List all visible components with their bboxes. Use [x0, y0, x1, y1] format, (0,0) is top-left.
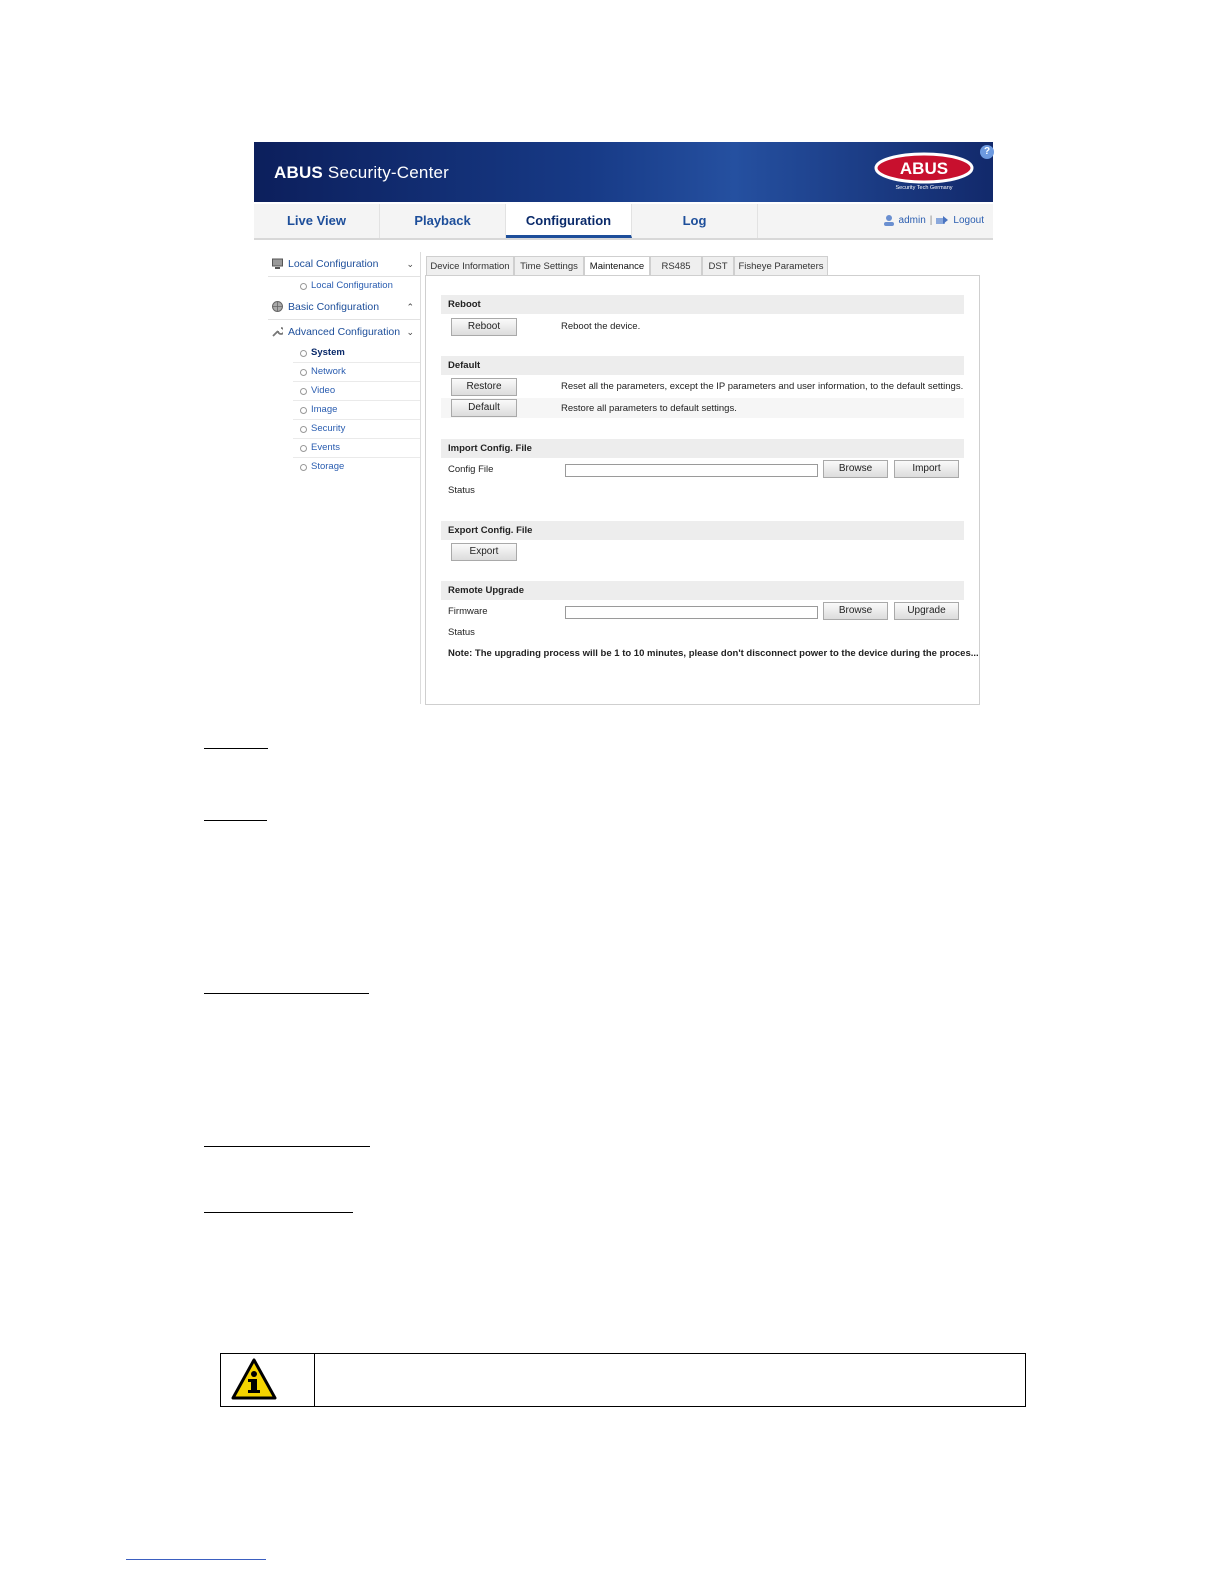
menu-advanced-configuration[interactable]: Advanced Configuration ⌄: [268, 320, 420, 344]
section-export-config: Export Config. File: [441, 521, 964, 540]
chevron-down-icon: ⌄: [406, 259, 414, 269]
logout-icon: [936, 215, 949, 225]
config-file-label: Config File: [448, 464, 494, 475]
bullet-icon: [300, 388, 307, 395]
bullet-icon: [300, 407, 307, 414]
section-reboot: Reboot: [441, 295, 964, 314]
upgrade-note: Note: The upgrading process will be 1 to 10 minutes, please don't disconnect power to the device during the proces...: [448, 648, 979, 659]
default-button[interactable]: Default: [451, 399, 517, 417]
import-status-label: Status: [448, 485, 475, 496]
menu-item-network[interactable]: Network: [293, 363, 420, 382]
app-title: ABUS Security-Center: [274, 163, 450, 182]
heading-underline: [204, 1212, 353, 1213]
subtab-maintenance[interactable]: Maintenance: [584, 256, 650, 277]
subtab-time-settings[interactable]: Time Settings: [514, 256, 584, 277]
firmware-label: Firmware: [448, 606, 488, 617]
svg-text:ABUS: ABUS: [899, 159, 949, 178]
menu-item-local-configuration[interactable]: Local Configuration: [268, 277, 420, 295]
bullet-icon: [300, 445, 307, 452]
menu-item-security[interactable]: Security: [293, 420, 420, 439]
section-default: Default: [441, 356, 964, 375]
import-browse-button[interactable]: Browse: [823, 460, 888, 478]
bullet-icon: [300, 426, 307, 433]
abus-logo: [873, 152, 975, 192]
bullet-icon: [300, 350, 307, 357]
warning-info-icon: [230, 1357, 278, 1401]
info-note-box: [220, 1353, 1026, 1407]
subtab-rs485[interactable]: RS485: [650, 256, 702, 277]
chevron-down-icon: ⌄: [406, 327, 414, 337]
heading-underline: [204, 993, 369, 994]
tab-configuration[interactable]: Configuration: [506, 204, 632, 238]
subtab-fisheye-parameters[interactable]: Fisheye Parameters: [734, 256, 828, 277]
export-button[interactable]: Export: [451, 543, 517, 561]
menu-item-video[interactable]: Video: [293, 382, 420, 401]
svg-text:Security Tech Germany: Security Tech Germany: [895, 185, 953, 191]
web-ui-screenshot: [254, 142, 993, 704]
upgrade-button[interactable]: Upgrade: [894, 602, 959, 620]
bullet-icon: [300, 283, 307, 290]
main-nav: [254, 204, 993, 240]
section-remote-upgrade: Remote Upgrade: [441, 581, 964, 600]
user-separator: |: [929, 215, 933, 226]
subtab-dst[interactable]: DST: [702, 256, 734, 277]
menu-item-events[interactable]: Events: [293, 439, 420, 458]
tab-live-view[interactable]: Live View: [254, 204, 380, 238]
menu-item-storage[interactable]: Storage: [293, 458, 420, 476]
upgrade-browse-button[interactable]: Browse: [823, 602, 888, 620]
restore-description: Reset all the parameters, except the IP parameters and user information, to the default settings.: [561, 381, 964, 392]
default-description: Restore all parameters to default settings.: [561, 403, 737, 414]
footer-link-underline: [126, 1559, 266, 1560]
user-area: [883, 204, 984, 238]
chevron-up-icon: ⌃: [406, 302, 414, 312]
firmware-file-input[interactable]: [565, 606, 818, 619]
menu-item-system[interactable]: System: [293, 344, 420, 363]
restore-button[interactable]: Restore: [451, 378, 517, 396]
header-banner: [254, 142, 993, 202]
config-file-input[interactable]: [565, 464, 818, 477]
wrench-icon: [272, 326, 283, 337]
maintenance-panel: [425, 275, 980, 705]
tab-log[interactable]: Log: [632, 204, 758, 238]
logout-link[interactable]: Logout: [953, 215, 984, 226]
user-name[interactable]: admin: [898, 215, 926, 226]
user-icon: [883, 214, 895, 226]
config-sidebar: [268, 252, 421, 704]
upgrade-status-label: Status: [448, 627, 475, 638]
heading-underline: [204, 820, 267, 821]
info-box-divider: [314, 1354, 315, 1406]
help-icon[interactable]: ?: [980, 145, 994, 159]
import-button[interactable]: Import: [894, 460, 959, 478]
menu-basic-configuration[interactable]: Basic Configuration ⌃: [268, 295, 420, 320]
section-import-config: Import Config. File: [441, 439, 964, 458]
bullet-icon: [300, 369, 307, 376]
menu-item-image[interactable]: Image: [293, 401, 420, 420]
subtab-device-information[interactable]: Device Information: [426, 256, 514, 277]
globe-icon: [272, 301, 283, 312]
heading-underline: [204, 748, 268, 749]
reboot-description: Reboot the device.: [561, 321, 641, 332]
tab-playback[interactable]: Playback: [380, 204, 506, 238]
heading-underline: [204, 1146, 370, 1147]
menu-local-configuration[interactable]: Local Configuration ⌄: [268, 252, 420, 277]
bullet-icon: [300, 464, 307, 471]
monitor-icon: [272, 258, 283, 269]
reboot-button[interactable]: Reboot: [451, 318, 517, 336]
